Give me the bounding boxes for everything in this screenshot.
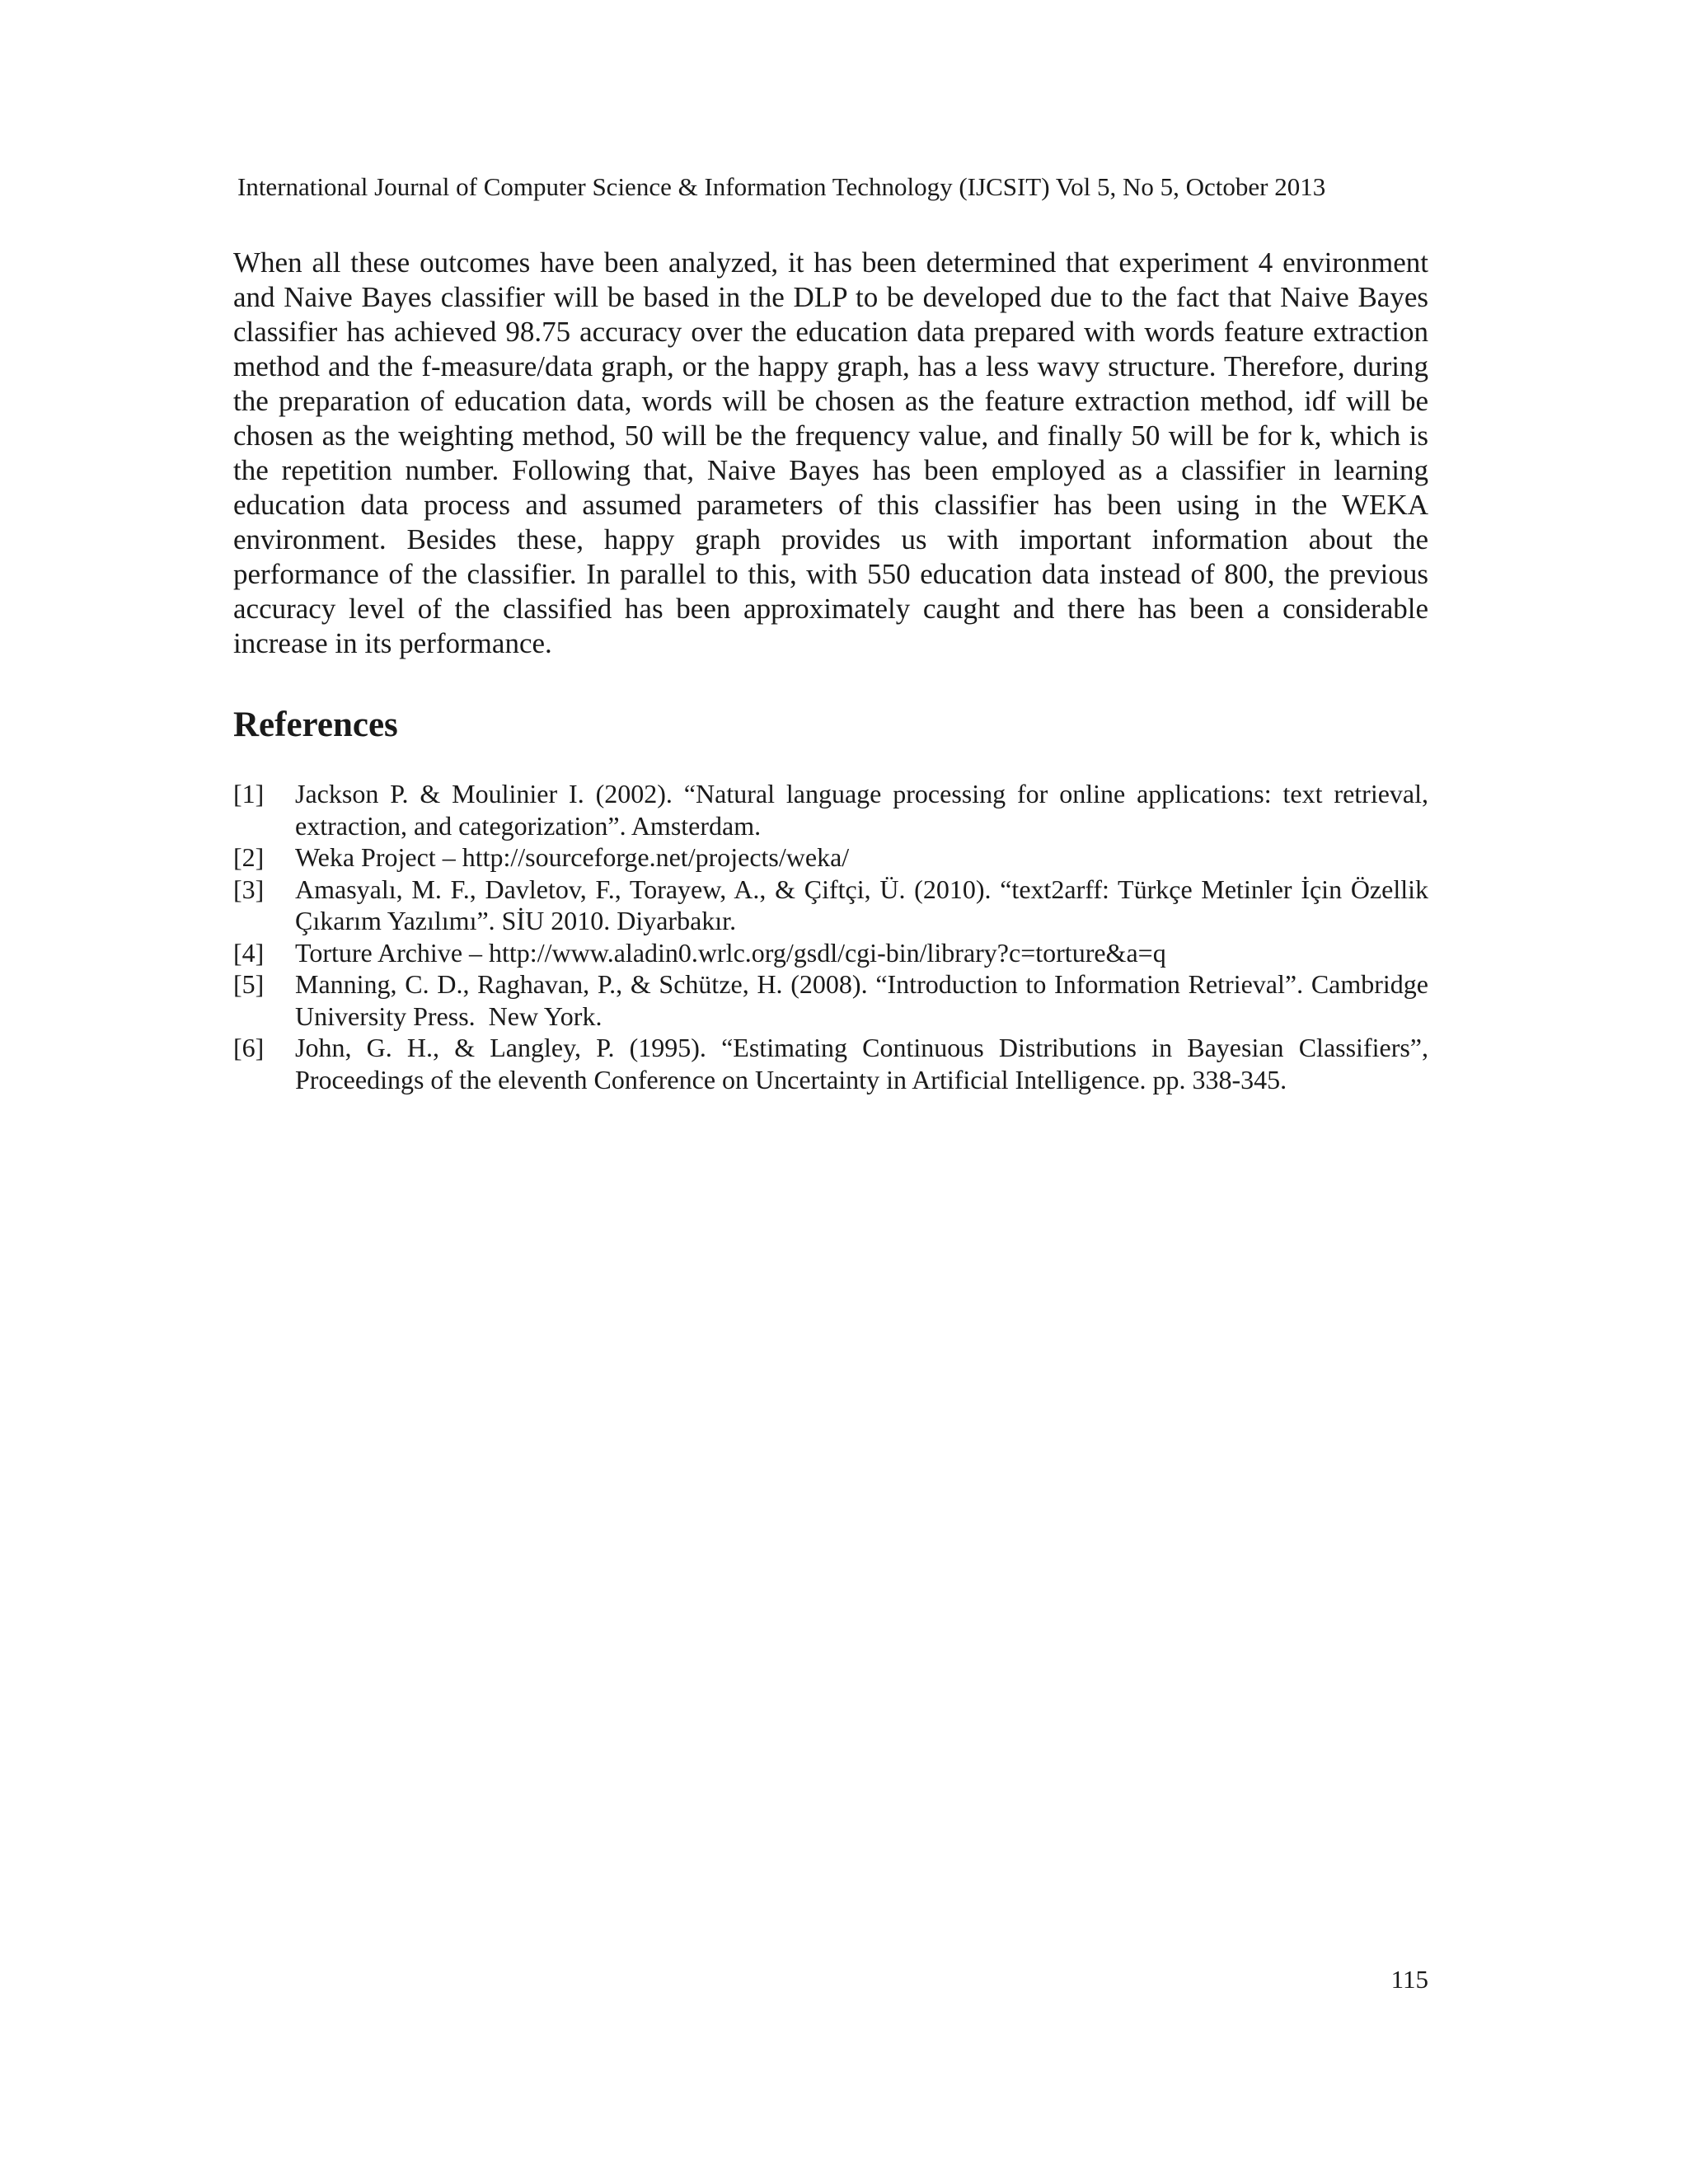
reference-text: John, G. H., & Langley, P. (1995). “Estimating Continuous Distributions in Bayesian Classifiers”, Proceedings of the eleventh Conference on Uncertainty in Artificial Intelligence. pp. 338-345. (295, 1033, 1428, 1094)
reference-item-3 (233, 874, 1468, 937)
reference-number: [4] (233, 937, 265, 968)
body-paragraph: When all these outcomes have been analyzed, it has been determined that experiment 4 environment and Naive Bayes classifier will be based in the DLP to be developed due to the fact that Naive Bayes classifier has achieved 98.75 accuracy over the education data prepared with words feature extraction method and the f-measure/data graph, or the happy graph, has a less wavy structure. Therefore, during the preparation of education data, words will be chosen as the feature extraction method, idf will be chosen as the weighting method, 50 will be the frequency value, and finally 50 will be for k, which is the repetition number. Following that, Naive Bayes has been employed as a classifier in learning education data process and assumed parameters of this classifier has been using in the WEKA environment. Besides these, happy graph provides us with important information about the performance of the classifier. In parallel to this, with 550 education data instead of 800, the previous accuracy level of the classified has been approximately caught and there has been a considerable increase in its performance. (233, 246, 1428, 659)
page-number: 115 (1390, 1965, 1428, 1994)
reference-text: Weka Project – http://sourceforge.net/projects/weka/ (295, 842, 850, 872)
reference-text: Amasyalı, M. F., Davletov, F., Torayew, A., & Çiftçi, Ü. (2010). “text2arff: Türkçe Metinler İçin Özellik Çıkarım Yazılımı”. SİU 2010. Diyarbakır. (295, 874, 1468, 935)
reference-number: [3] (233, 874, 265, 904)
running-header: International Journal of Computer Science & Information Technology (IJCSIT) Vol 5, No 5, October 2013 (237, 172, 1326, 201)
reference-number: [6] (233, 1033, 265, 1062)
reference-item-4 (233, 937, 1428, 969)
reference-text: Jackson P. & Moulinier I. (2002). “Natural language processing for online applications: text retrieval, extraction, and categorization”. Amsterdam. (295, 779, 1428, 841)
references-list (233, 778, 1468, 1095)
reference-text: Torture Archive – http://www.aladin0.wrlc.org/gsdl/cgi-bin/library?c=torture&a=q (295, 937, 1166, 968)
reference-item-2 (233, 841, 1428, 874)
reference-number: [2] (233, 842, 265, 872)
reference-number: [5] (233, 969, 265, 999)
reference-number: [1] (233, 779, 265, 808)
reference-text: Manning, C. D., Raghavan, P., & Schütze, H. (2008). “Introduction to Information Retrieval”. Cambridge University Press. New York. (295, 969, 1435, 1031)
reference-item-6 (233, 1032, 1428, 1095)
references-heading: References (233, 705, 398, 744)
reference-item-5 (233, 968, 1435, 1032)
reference-item-1 (233, 778, 1428, 841)
